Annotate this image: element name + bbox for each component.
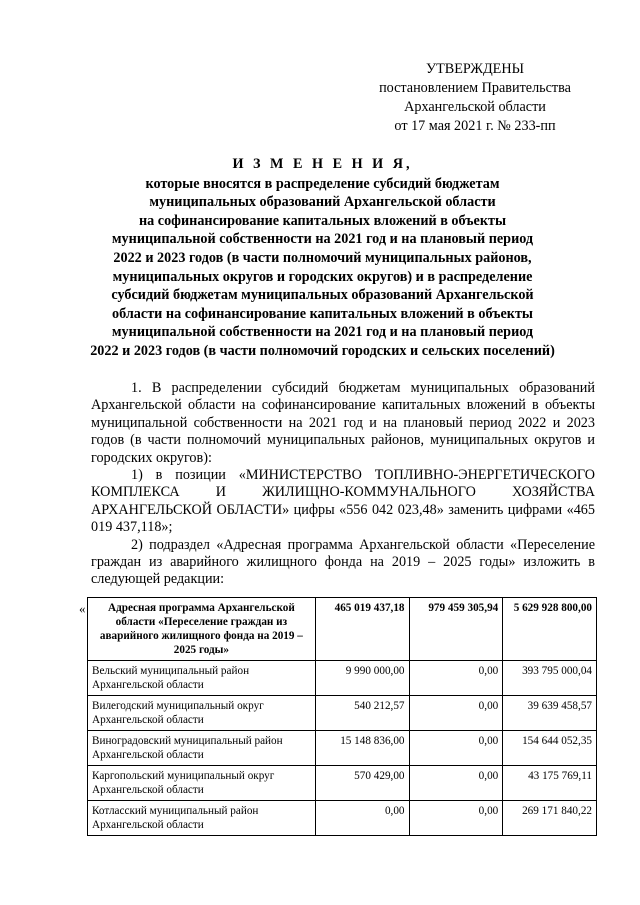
- approval-line-1: УТВЕРЖДЕНЫ: [426, 61, 524, 77]
- paragraph-2: 1) в позиции «МИНИСТЕРСТВО ТОПЛИВНО-ЭНЕРГЕТИЧЕСКОГО КОМПЛЕКСА И ЖИЛИЩНО-КОММУНАЛЬНОГО ХОЗЯЙСТВА АРХАНГЕЛЬСКОЙ ОБЛАСТИ» цифры «556 042 023,48» заменить цифрами «465 019 437,118»;: [91, 467, 595, 536]
- table-header-2023: 5 629 928 800,00: [503, 598, 597, 661]
- table-cell-name: Каргопольский муниципальный округ Архангельской области: [88, 766, 316, 801]
- title-line: 2022 и 2023 годов (в части полномочий городских и сельских поселений): [90, 342, 555, 359]
- table-row: [88, 766, 597, 801]
- paragraph-3: 2) подраздел «Адресная программа Архангельской области «Переселение граждан из аварийного жилищного фонда на 2019 – 2025 годы» изложить в следующей редакции:: [91, 536, 595, 588]
- title-line: муниципальных образований Архангельской области: [149, 194, 496, 211]
- table-cell-name: Котласский муниципальный район Архангельской области: [88, 801, 316, 836]
- table-cell-2022: 0,00: [409, 731, 503, 766]
- table-row: [88, 801, 597, 836]
- title-heading: И З М Е Н Е Н И Я,: [232, 156, 413, 172]
- paragraph-1: 1. В распределении субсидий бюджетам муниципальных образований Архангельской области на софинансирование капитальных вложений в объекты муниципальной собственности на 2021 год и на плановый период 2022 и 2023 годов (в части полномочий муниципальных районов, муниципальных округов и городских округов):: [91, 380, 595, 466]
- table-cell-2023: 43 175 769,11: [503, 766, 597, 801]
- approval-line-3: Архангельской области: [404, 99, 546, 115]
- table-header-row: [88, 598, 597, 661]
- title-line: области на софинансирование капитальных вложений в объекты: [112, 305, 533, 322]
- document-title: [60, 155, 585, 361]
- table-cell-2022: 0,00: [409, 661, 503, 696]
- opening-quote-mark: «: [79, 601, 86, 616]
- table-cell-2023: 393 795 000,04: [503, 661, 597, 696]
- table-cell-2022: 0,00: [409, 696, 503, 731]
- table-cell-2021: 15 148 836,00: [315, 731, 409, 766]
- table-cell-2023: 39 639 458,57: [503, 696, 597, 731]
- subsidy-table: [87, 597, 597, 836]
- table-cell-2021: 0,00: [315, 801, 409, 836]
- title-line: 2022 и 2023 годов (в части полномочий муниципальных районов,: [113, 249, 532, 266]
- table-header-2022: 979 459 305,94: [409, 598, 503, 661]
- table-cell-2023: 269 171 840,22: [503, 801, 597, 836]
- title-line: на софинансирование капитальных вложений в объекты: [138, 212, 507, 229]
- table-cell-2021: 9 990 000,00: [315, 661, 409, 696]
- table-header-name: Адресная программа Архангельской области «Переселение граждан из аварийного жилищного фонда на 2019 – 2025 годы»: [88, 598, 316, 661]
- approval-block: [360, 60, 590, 136]
- table-cell-2023: 154 644 052,35: [503, 731, 597, 766]
- table-header-2021: 465 019 437,18: [315, 598, 409, 661]
- title-line: муниципальных округов и городских округов) и в распределение: [112, 268, 533, 285]
- body-text: [91, 380, 595, 589]
- approval-line-4: от 17 мая 2021 г. № 233-пп: [394, 118, 556, 134]
- table-cell-2022: 0,00: [409, 766, 503, 801]
- table-cell-name: Вельский муниципальный район Архангельской области: [88, 661, 316, 696]
- table-row: [88, 661, 597, 696]
- title-line: муниципальной собственности на 2021 год и на плановый период: [111, 324, 534, 341]
- table-cell-2021: 540 212,57: [315, 696, 409, 731]
- table-cell-name: Вилегодский муниципальный округ Архангельской области: [88, 696, 316, 731]
- title-line: субсидий бюджетам муниципальных образований Архангельской: [111, 287, 534, 304]
- table-cell-name: Виноградовский муниципальный район Архангельской области: [88, 731, 316, 766]
- title-line: которые вносятся в распределение субсидий бюджетам: [145, 175, 500, 192]
- approval-line-2: постановлением Правительства: [379, 80, 571, 96]
- table-cell-2022: 0,00: [409, 801, 503, 836]
- table-row: [88, 731, 597, 766]
- table-cell-2021: 570 429,00: [315, 766, 409, 801]
- title-line: муниципальной собственности на 2021 год и на плановый период: [111, 231, 534, 248]
- table-row: [88, 696, 597, 731]
